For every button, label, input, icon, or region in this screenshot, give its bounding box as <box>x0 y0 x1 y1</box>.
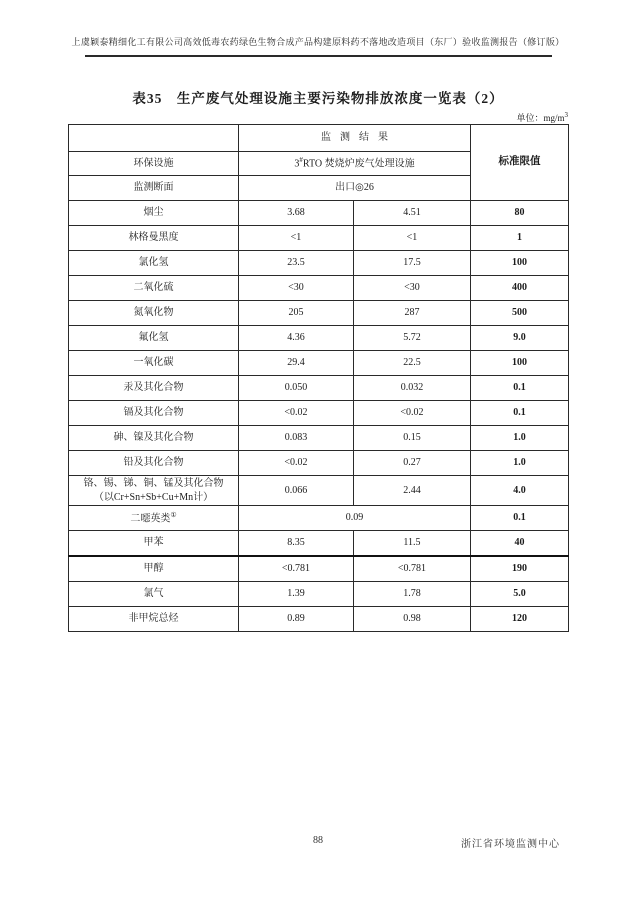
table-row <box>69 251 569 276</box>
section-row-label: 监测断面 <box>69 176 239 201</box>
table-row <box>69 607 569 632</box>
pollutant-name: 烟尘 <box>69 201 239 226</box>
table-row <box>69 201 569 226</box>
table-title: 表35 生产废气处理设施主要污染物排放浓度一览表（2） <box>132 91 504 106</box>
pollutant-name: 铬、锡、锑、铜、锰及其化合物 （以Cr+Sn+Sb+Cu+Mn计） <box>69 476 239 506</box>
result-value-2: 287 <box>354 301 471 326</box>
pollutant-name: 非甲烷总烃 <box>69 607 239 632</box>
standard-limit: 0.1 <box>471 506 569 531</box>
unit-label: 单位：mg/m <box>516 113 565 123</box>
pollutant-name: 一氧化碳 <box>69 351 239 376</box>
pollutant-name: 氟化氢 <box>69 326 239 351</box>
header-empty-cell <box>69 125 239 152</box>
footer-organization: 浙江省环境监测中心 <box>461 839 560 850</box>
header-divider <box>85 55 552 57</box>
facility-sup: # <box>299 156 303 165</box>
table-row <box>69 376 569 401</box>
result-value-2: <0.02 <box>354 401 471 426</box>
unit-note <box>68 111 568 124</box>
table-row <box>69 426 569 451</box>
pollutant-name: 林格曼黑度 <box>69 226 239 251</box>
result-value-1: 0.083 <box>239 426 354 451</box>
result-value-1: 3.68 <box>239 201 354 226</box>
standard-limit: 100 <box>471 351 569 376</box>
result-value-1: <0.02 <box>239 401 354 426</box>
pollutant-name: 二噁英类① <box>69 506 239 531</box>
standard-limit: 1.0 <box>471 426 569 451</box>
table-row <box>69 351 569 376</box>
table-row <box>69 531 569 557</box>
limit-header: 标准限值 <box>471 125 569 201</box>
pollutant-name: 甲醇 <box>69 556 239 582</box>
table-header-row-1 <box>69 125 569 152</box>
result-value-2: 2.44 <box>354 476 471 506</box>
standard-limit: 5.0 <box>471 582 569 607</box>
result-value-1: 0.89 <box>239 607 354 632</box>
facility-row-label: 环保设施 <box>69 152 239 176</box>
standard-limit: 1.0 <box>471 451 569 476</box>
result-value-2: 22.5 <box>354 351 471 376</box>
result-value-1: 1.39 <box>239 582 354 607</box>
pollutant-name: 砷、镍及其化合物 <box>69 426 239 451</box>
pollutant-name: 甲苯 <box>69 531 239 557</box>
facility-name: RTO 焚烧炉废气处理设施 <box>302 158 415 170</box>
result-value-2: 17.5 <box>354 251 471 276</box>
section-value: 出口◎26 <box>239 176 471 201</box>
document-header-line: 上虞颖泰精细化工有限公司高效低毒农药绿色生物合成产品构建原料药不落地改造项目（东厂）验收监测报告（修订版） <box>71 37 565 47</box>
page-number: 88 <box>313 835 323 846</box>
table-row <box>69 301 569 326</box>
result-value-2: 1.78 <box>354 582 471 607</box>
facility-value-cell <box>239 152 471 176</box>
result-value-2: 11.5 <box>354 531 471 557</box>
table-row <box>69 326 569 351</box>
pollutant-name: 氮氧化物 <box>69 301 239 326</box>
standard-limit: 400 <box>471 276 569 301</box>
result-value-2: <1 <box>354 226 471 251</box>
result-value-2: 4.51 <box>354 201 471 226</box>
unit-superscript: 3 <box>564 111 568 119</box>
emission-table <box>68 124 569 632</box>
result-value-1: <30 <box>239 276 354 301</box>
standard-limit: 9.0 <box>471 326 569 351</box>
monitor-result-header: 监测结果 <box>239 125 471 152</box>
result-value-1: 23.5 <box>239 251 354 276</box>
result-value-1: <0.02 <box>239 451 354 476</box>
table-row <box>69 401 569 426</box>
result-value: 0.09 <box>239 506 471 531</box>
result-value-2: 5.72 <box>354 326 471 351</box>
standard-limit: 100 <box>471 251 569 276</box>
standard-limit: 120 <box>471 607 569 632</box>
result-value-1: 0.050 <box>239 376 354 401</box>
standard-limit: 0.1 <box>471 401 569 426</box>
standard-limit: 40 <box>471 531 569 557</box>
pollutant-name: 氯化氢 <box>69 251 239 276</box>
result-value-2: 0.15 <box>354 426 471 451</box>
result-value-2: 0.98 <box>354 607 471 632</box>
standard-limit: 500 <box>471 301 569 326</box>
pollutant-name: 汞及其化合物 <box>69 376 239 401</box>
pollutant-name: 氯气 <box>69 582 239 607</box>
result-value-1: 4.36 <box>239 326 354 351</box>
standard-limit: 80 <box>471 201 569 226</box>
table-row <box>69 276 569 301</box>
table-row <box>69 226 569 251</box>
result-value-2: <0.781 <box>354 556 471 582</box>
table-row <box>69 451 569 476</box>
standard-limit: 0.1 <box>471 376 569 401</box>
result-value-2: <30 <box>354 276 471 301</box>
result-value-2: 0.27 <box>354 451 471 476</box>
standard-limit: 1 <box>471 226 569 251</box>
table-row <box>69 506 569 531</box>
table-row <box>69 556 569 582</box>
pollutant-name: 镉及其化合物 <box>69 401 239 426</box>
pollutant-name: 铅及其化合物 <box>69 451 239 476</box>
table-row <box>69 582 569 607</box>
pollutant-name: 二氧化硫 <box>69 276 239 301</box>
result-value-2: 0.032 <box>354 376 471 401</box>
result-value-1: 29.4 <box>239 351 354 376</box>
result-value-1: <1 <box>239 226 354 251</box>
result-value-1: 8.35 <box>239 531 354 557</box>
result-value-1: 205 <box>239 301 354 326</box>
table-row <box>69 476 569 506</box>
standard-limit: 4.0 <box>471 476 569 506</box>
result-value-1: 0.066 <box>239 476 354 506</box>
standard-limit: 190 <box>471 556 569 582</box>
facility-prefix: 3 <box>294 158 300 170</box>
result-value-1: <0.781 <box>239 556 354 582</box>
